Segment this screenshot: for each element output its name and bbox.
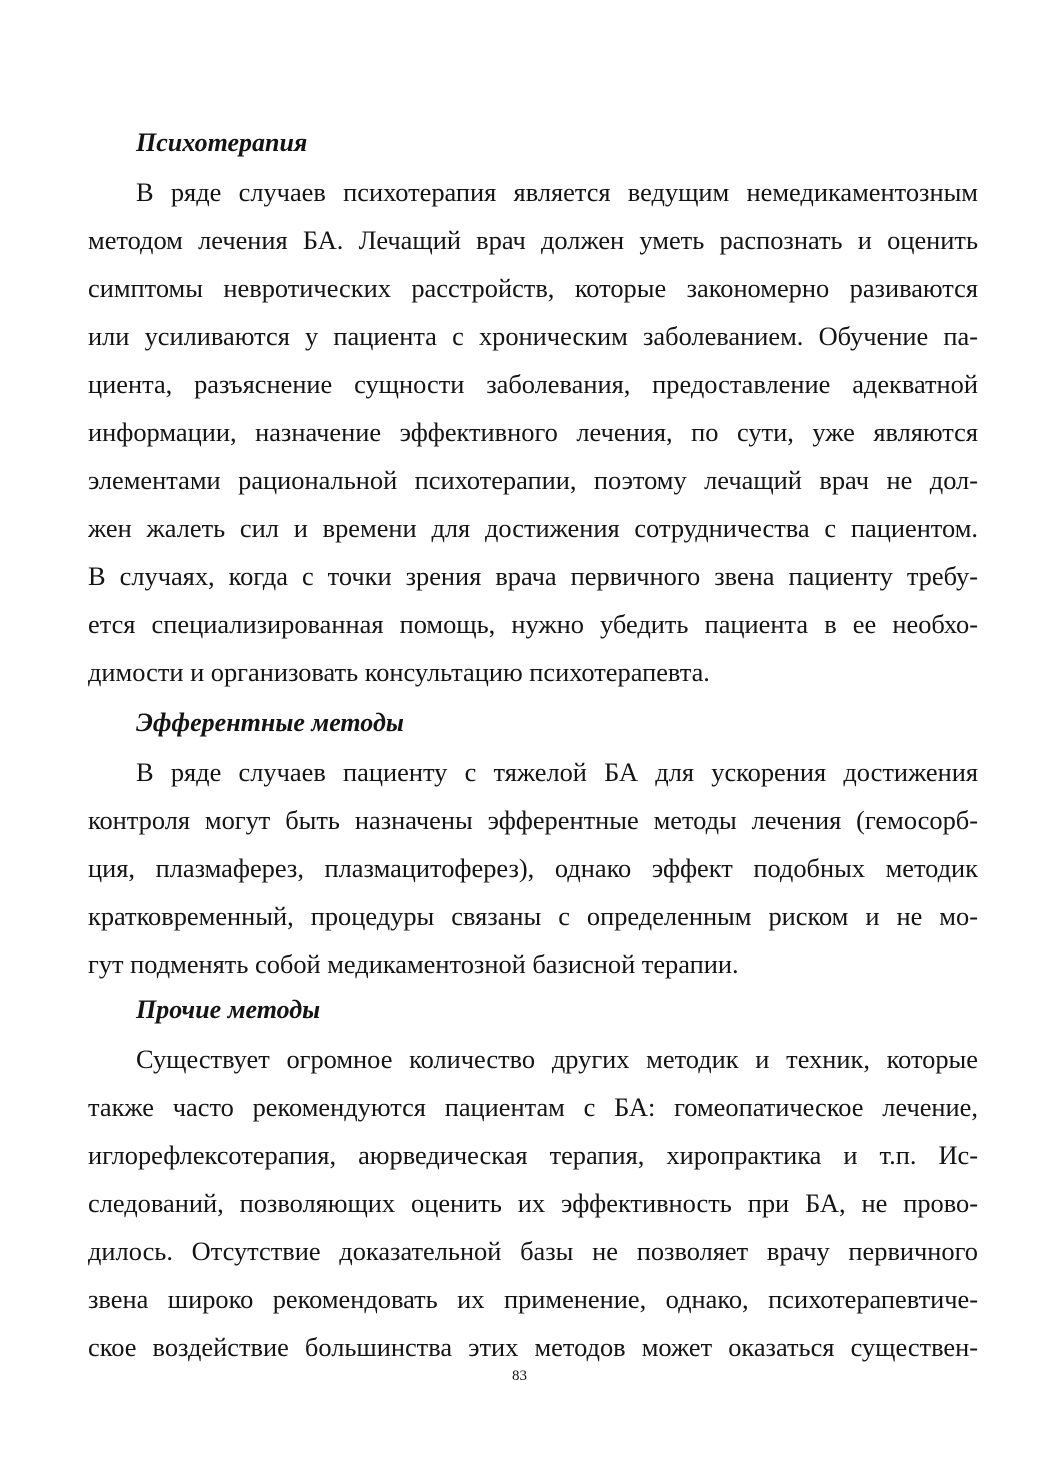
paragraph-line: также часто рекомендуются пациентам с БА: гомеопатическое лечение, <box>88 1092 978 1122</box>
paragraph-line: В ряде случаев психотерапия является ведущим немедикаментозным <box>136 177 978 207</box>
paragraph-line: или усиливаются у пациента с хроническим заболеванием. Обучение па- <box>88 321 978 351</box>
paragraph-line: жен жалеть сил и времени для достижения сотрудничества с пациентом. <box>88 513 978 543</box>
paragraph-line: гут подменять собой медикаментозной базисной терапии. <box>88 949 739 979</box>
paragraph-line: элементами рациональной психотерапии, поэтому лечащий врач не дол- <box>88 465 978 495</box>
paragraph-line: информации, назначение эффективного лечения, по сути, уже являются <box>88 417 978 447</box>
paragraph-efferent-methods <box>88 748 978 988</box>
paragraph-line: циента, разъяснение сущности заболевания, предоставление адекватной <box>88 369 978 399</box>
paragraph-line: дилось. Отсутствие доказательной базы не позволяет врачу первичного <box>88 1236 978 1266</box>
paragraph-other-methods <box>88 1035 978 1371</box>
paragraph-line: кратковременный, процедуры связаны с определенным риском и не мо- <box>88 901 978 931</box>
paragraph-line: методом лечения БА. Лечащий врач должен уметь распознать и оценить <box>88 225 978 255</box>
page-number: 83 <box>512 1368 527 1384</box>
paragraph-line: В случаях, когда с точки зрения врача первичного звена пациенту требу- <box>88 561 978 591</box>
paragraph-line: симптомы невротических расстройств, которые закономерно разиваются <box>88 273 978 303</box>
paragraph-line: ция, плазмаферез, плазмацитоферез), однако эффект подобных методик <box>88 853 978 883</box>
paragraph-line: Существует огромное количество других методик и техник, которые <box>136 1044 978 1074</box>
paragraph-line: димости и организовать консультацию психотерапевта. <box>88 657 710 687</box>
paragraph-psychotherapy <box>88 168 978 696</box>
paragraph-line: звена широко рекомендовать их применение, однако, психотерапевтиче- <box>88 1284 978 1314</box>
paragraph-line: В ряде случаев пациенту с тяжелой БА для ускорения достижения <box>136 757 978 787</box>
section-heading-other-methods: Прочие методы <box>136 995 321 1024</box>
paragraph-line: следований, позволяющих оценить их эффективность при БА, не прово- <box>88 1188 978 1218</box>
paragraph-line: ское воздействие большинства этих методов может оказаться существен- <box>88 1332 978 1362</box>
paragraph-line: контроля могут быть назначены эфферентные методы лечения (гемосорб- <box>88 805 978 835</box>
section-heading-efferent-methods: Эфферентные методы <box>136 708 404 737</box>
paragraph-line: ется специализированная помощь, нужно убедить пациента в ее необхо- <box>88 609 978 639</box>
section-heading-psychotherapy: Психотерапия <box>136 128 308 157</box>
paragraph-line: иглорефлексотерапия, аюрведическая терапия, хиропрактика и т.п. Ис- <box>88 1140 978 1170</box>
